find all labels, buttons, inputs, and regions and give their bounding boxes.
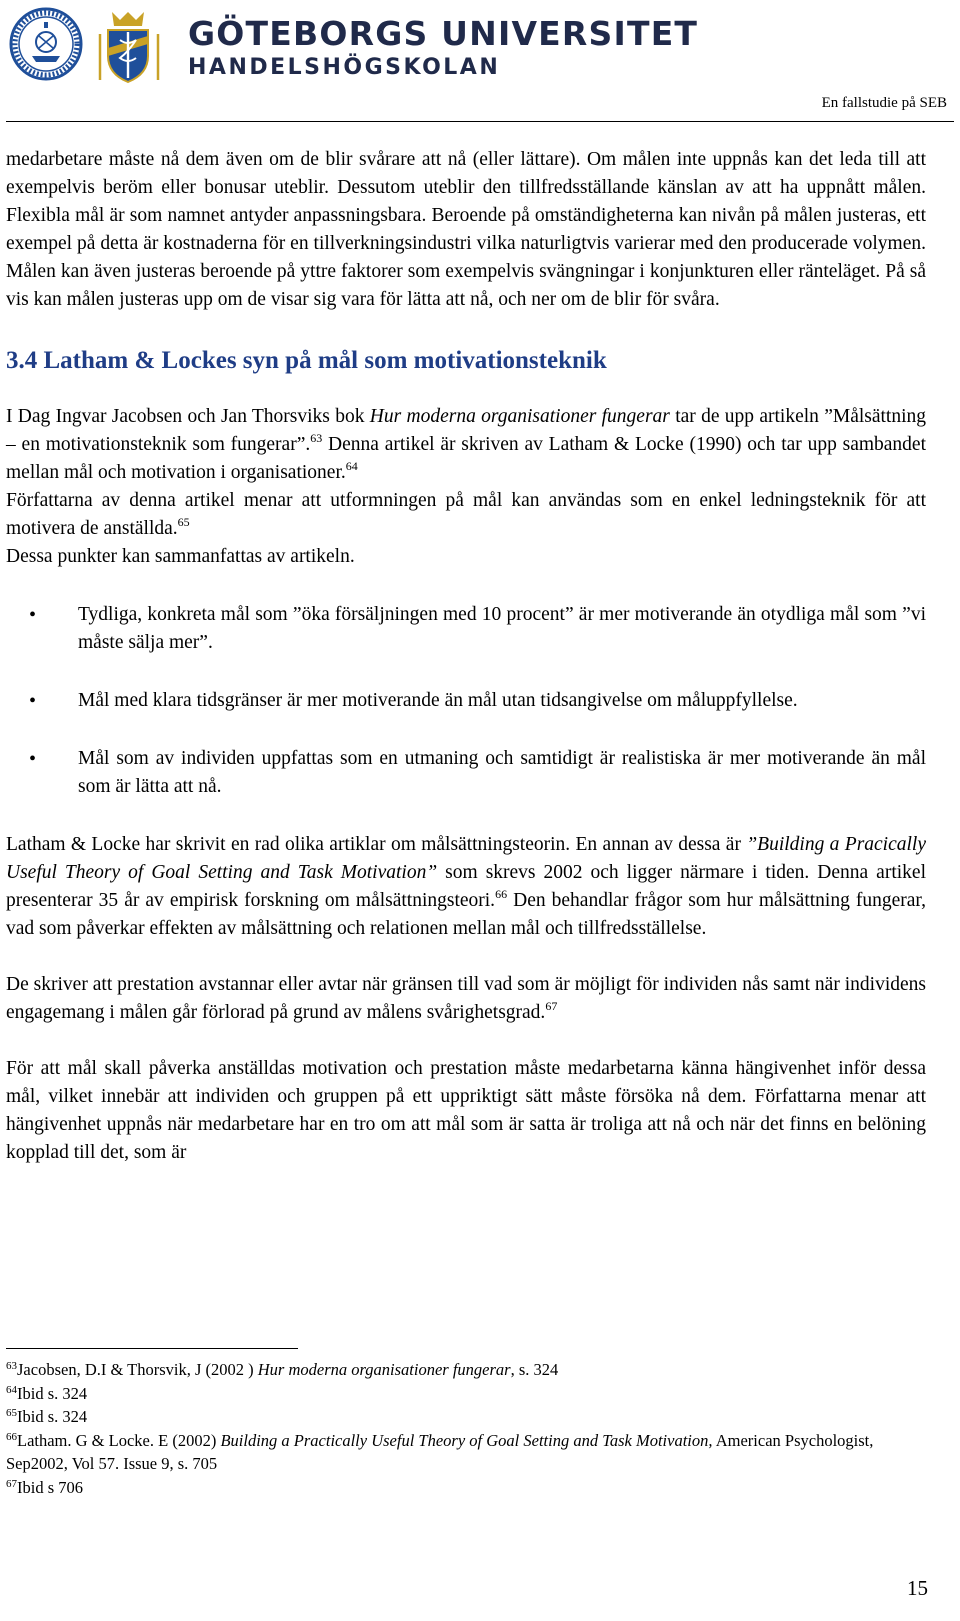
handelshogskolan-crest-icon <box>100 12 158 82</box>
header-rule <box>6 121 954 122</box>
page-header <box>0 0 960 120</box>
text-run: som skrevs 2002 och ligger närmare i tiden. Denna artikel presenterar 35 år av empirisk forskning om målsättningsteori. <box>6 862 926 911</box>
text-run: Dessa punkter kan sammanfattas av artikeln. <box>6 546 355 567</box>
footnote-ref-67: 67 <box>545 999 558 1013</box>
paragraph-5: För att mål skall påverka anställdas motivation och prestation måste medarbetarna känna hängivenhet inför dessa mål, vilket innebär att individen och gruppen på ett uppriktigt sätt måste försöka nå dem. Författarna menar att hängivenhet uppnås när medarbetare har en tro om att mål som är satta är troliga att nå och när det finns en belöning kopplad till det, som är <box>6 1058 926 1163</box>
footnote-65 <box>6 1405 926 1429</box>
footnotes <box>6 1358 926 1499</box>
paragraph-2 <box>6 403 926 571</box>
paragraph-4 <box>6 971 926 1027</box>
bullet-icon: • <box>29 690 37 712</box>
footnote-title: Building a Practically Useful Theory of Goal Setting and Task Motivation, <box>220 1430 713 1450</box>
list-item-text: Mål med klara tidsgränser är mer motiverande än mål utan tidsangivelse om måluppfyllelse. <box>78 690 798 711</box>
university-wordmark <box>188 14 698 82</box>
footnote-text: Latham. G & Locke. E (2002) <box>17 1430 221 1450</box>
footnote-64 <box>6 1382 926 1406</box>
list-item-text: Mål som av individen uppfattas som en utmaning och samtidigt är realistiska är mer motiverande än mål som är lätta att nå. <box>78 748 926 797</box>
paragraph-3 <box>6 831 926 943</box>
footnote-67 <box>6 1476 926 1500</box>
list-item-text: Tydliga, konkreta mål som ”öka försäljningen med 10 procent” är mer motiverande än otydliga mål som ”vi måste sälja mer”. <box>78 604 926 653</box>
footnote-63 <box>6 1358 926 1382</box>
footnote-number: 64 <box>6 1383 17 1396</box>
footnote-number: 66 <box>6 1430 17 1443</box>
article-title: ”Building a Pracically Useful Theory of Goal Setting and Task Motivation” <box>6 834 926 883</box>
bullet-icon: • <box>29 748 37 770</box>
footnote-number: 63 <box>6 1360 17 1372</box>
footnote-ref-66: 66 <box>495 887 508 901</box>
footnote-title: Hur moderna organisationer fungerar <box>257 1360 511 1379</box>
page-number: 15 <box>907 1576 928 1600</box>
section-heading: 3.4 Latham & Lockes syn på mål som motivationsteknik <box>6 347 607 374</box>
footnote-ref-64: 64 <box>345 459 358 473</box>
text-run: tar de upp artikeln ”Målsättning – en motivationsteknik som fungerar”. <box>6 406 927 455</box>
list-item <box>6 601 926 657</box>
text-run: De skriver att prestation avstannar eller avtar när gränsen till vad som är möjligt för individen nås samt när individens engagemang i målen går förlorad på grund av målens svårighetsgrad. <box>6 974 926 1023</box>
footnote-text: Jacobsen, D.I & Thorsvik, J (2002 ) <box>17 1360 258 1379</box>
text-run: Latham & Locke har skrivit en rad olika artiklar om målsättningsteorin. En annan av dessa är <box>6 834 747 855</box>
bullet-icon: • <box>29 604 37 626</box>
list-item <box>6 687 926 715</box>
footnote-text: American Psychologist, Sep2002, Vol 57. Issue 9, s. 705 <box>6 1430 874 1473</box>
footnote-text: , s. 324 <box>510 1360 559 1379</box>
running-title: En fallstudie på SEB <box>821 95 947 111</box>
list-item <box>6 745 926 801</box>
page-body <box>6 146 926 1167</box>
school-name: HANDELSHÖGSKOLAN <box>188 55 501 80</box>
footnote-text: Ibid s. 324 <box>17 1383 88 1403</box>
logos <box>8 6 184 89</box>
text-run: Denna artikel är skriven av Latham & Locke (1990) och tar upp sambandet mellan mål och motivation i organisationer. <box>6 434 926 483</box>
footnote-ref-63: 63 <box>310 431 323 445</box>
university-name: GÖTEBORGS UNIVERSITET <box>188 14 699 53</box>
footnote-number: 65 <box>6 1407 17 1419</box>
paragraph-1: medarbetare måste nå dem även om de blir svårare att nå (eller lättare). Om målen inte uppnås kan det leda till att exempelvis beröm eller bonusar uteblir. Dessutom uteblir den tillfredsställande känslan av att ha uppnått målen. Flexibla mål är som namnet antyder anpassningsbara. Beroende på omständigheterna kan nivån på målen justeras, ett exempel på detta är kostnaderna för en tillverkningsindustri vilka naturligtvis varierar med den producerade volymen. Målen kan även justeras beroende på yttre faktorer som exempelvis svängningar i konjunkturen eller ränteläget. På så vis kan målen justeras upp om de visar sig vara för lätta att nå, och ner om de blir för svåra. <box>6 149 926 310</box>
footnote-66 <box>6 1429 926 1476</box>
footnote-text: Ibid s. 324 <box>17 1407 88 1426</box>
text-run: I Dag Ingvar Jacobsen och Jan Thorsviks bok <box>6 406 370 427</box>
bullet-list <box>6 601 926 801</box>
book-title: Hur moderna organisationer fungerar <box>369 406 670 427</box>
university-seal-icon <box>8 6 184 84</box>
text-run: Författarna av denna artikel menar att utformningen på mål kan användas som en enkel ledningsteknik för att motivera de anställda. <box>6 490 926 539</box>
footnote-number: 67 <box>6 1477 17 1490</box>
footnote-separator <box>6 1348 298 1349</box>
footnote-text: Ibid s 706 <box>17 1477 83 1497</box>
text-run: Den behandlar frågor som hur målsättning fungerar, vad som påverkar effekten av målsättning och relationen mellan mål och tillfredsställelse. <box>6 890 926 939</box>
footnote-ref-65: 65 <box>177 515 190 529</box>
